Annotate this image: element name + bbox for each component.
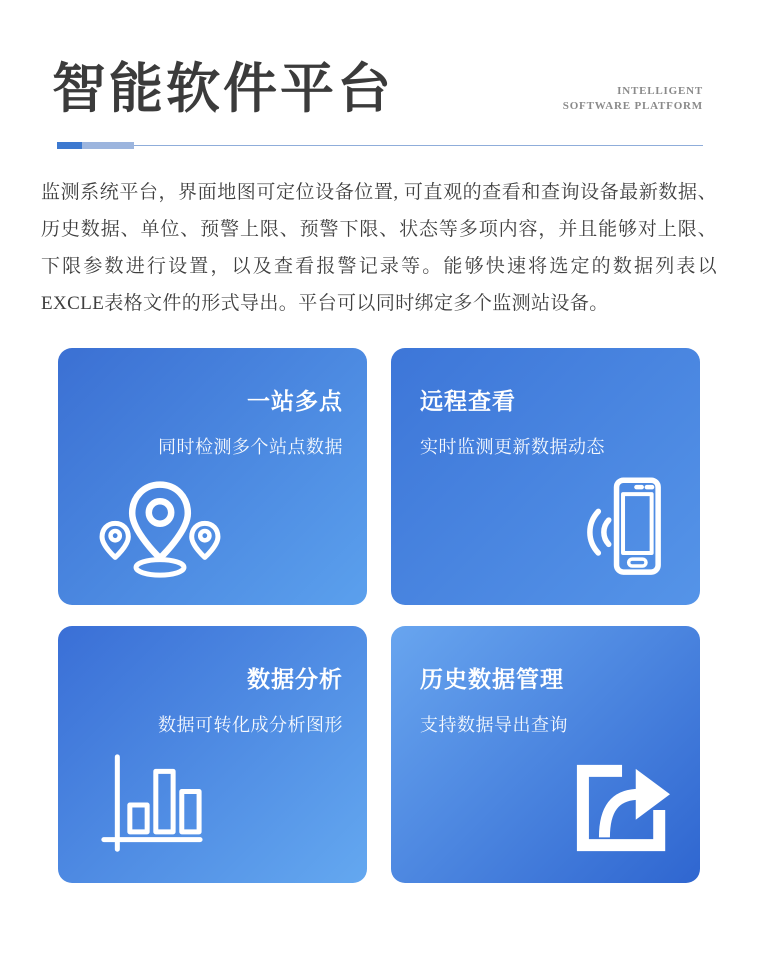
feature-desc: 数据可转化成分析图形 bbox=[158, 714, 343, 735]
feature-card-data-analysis bbox=[58, 626, 367, 883]
feature-desc: 同时检测多个站点数据 bbox=[158, 436, 343, 457]
feature-card-remote-view bbox=[391, 348, 700, 605]
divider-rule-line bbox=[134, 145, 703, 146]
export-arrow-icon bbox=[574, 763, 674, 853]
feature-desc: 支持数据导出查询 bbox=[420, 714, 568, 735]
feature-card-multi-station bbox=[58, 348, 367, 605]
divider-light-segment bbox=[82, 142, 134, 149]
bar-chart-icon bbox=[98, 754, 204, 855]
multi-location-pins-icon bbox=[92, 480, 228, 579]
smartphone-signal-icon bbox=[576, 475, 664, 579]
feature-desc: 实时监测更新数据动态 bbox=[420, 436, 605, 457]
page-subtitle-line2: SOFTWARE PLATFORM bbox=[562, 100, 703, 113]
intro-paragraph: 监测系统平台，界面地图可定位设备位置, 可直观的查看和查询设备最新数据、历史数据、单位、预警上限、预警下限、状态等多项内容，并且能够对上限、下限参数进行设置，以及查看报警记录等。能够快速将选定的数据列表以EXCLE表格文件的形式导出。平台可以同时绑定多个监测站设备。 bbox=[41, 182, 717, 315]
page-title: 智能软件平台 bbox=[52, 59, 394, 119]
page-header bbox=[52, 58, 703, 120]
feature-title: 远程查看 bbox=[420, 389, 516, 415]
feature-card-history-data bbox=[391, 626, 700, 883]
page-subtitle bbox=[563, 84, 703, 114]
feature-title: 历史数据管理 bbox=[420, 667, 564, 693]
section-divider bbox=[57, 142, 703, 149]
feature-title: 一站多点 bbox=[247, 389, 343, 415]
page-subtitle-line1: INTELLIGENT bbox=[617, 85, 703, 98]
feature-card-grid bbox=[58, 348, 760, 883]
divider-dark-segment bbox=[57, 142, 82, 149]
feature-title: 数据分析 bbox=[247, 667, 343, 693]
